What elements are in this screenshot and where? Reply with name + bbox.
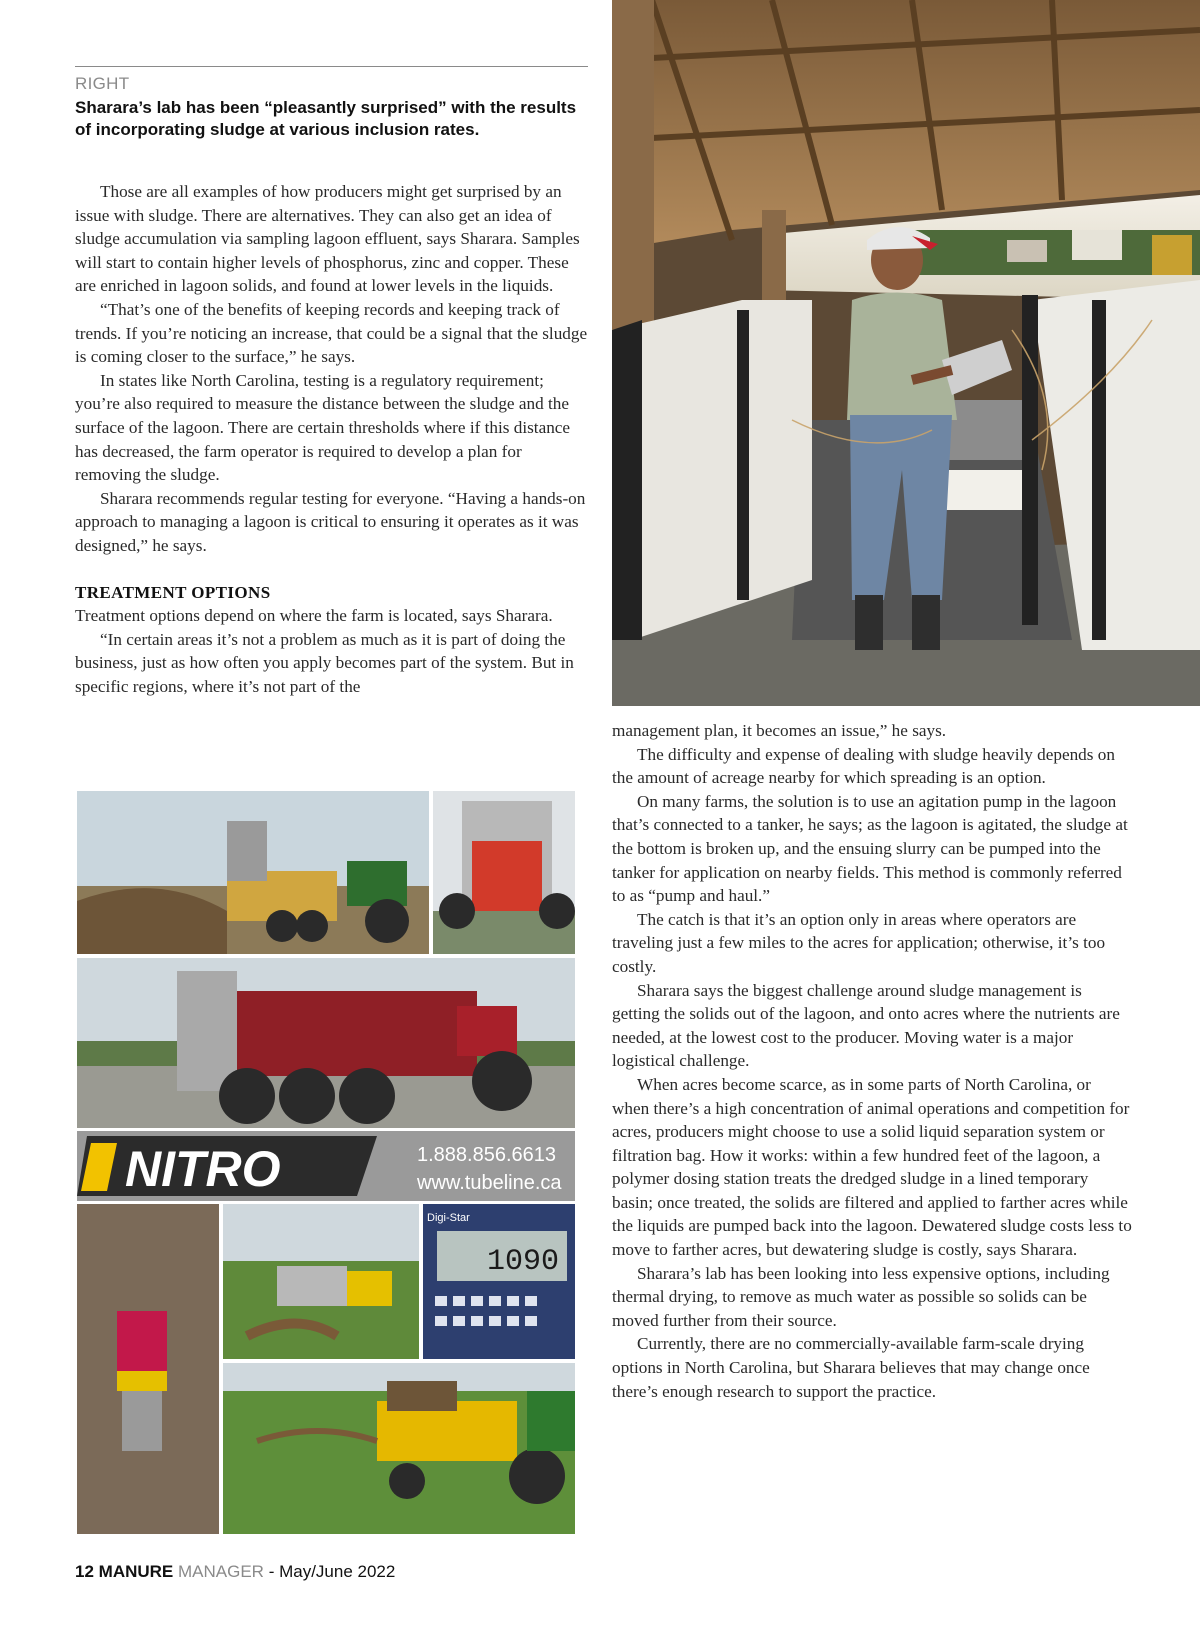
caption-kicker: RIGHT: [75, 74, 130, 93]
body-paragraph: Sharara says the biggest challenge around sludge management is getting the solids out of the lagoon, and onto acres where the nutrients are needed, at the lowest cost to the producer. Moving water is a major logistical challenge.: [612, 980, 1120, 1071]
ad-brand: NITRO: [125, 1141, 281, 1197]
issue-date: - May/June 2022: [268, 1562, 396, 1581]
body-paragraph: When acres become scarce, as in some parts of North Carolina, or when there’s a high concentration of animal operations and competition for acres, producers might choose to use a solid liquid separation system or filtration bag. How it works: within a few hundred feet of the lagoon, a polymer dosing station treats the dredged sludge in a lined temporary basin; once treated, the solids are filtered and applied to farther acres while the liquids are pumped back into the lagoon. Dewatered sludge costs less to move to farther acres, but dewatering sludge is costly, says Sharara.: [612, 1074, 1132, 1260]
ad-illustration: [77, 791, 575, 1534]
magazine-name-light: MANAGER: [178, 1562, 264, 1581]
scale-reading: 1090: [487, 1245, 560, 1279]
researcher-photo-illustration: [612, 0, 1200, 706]
body-paragraph: Sharara’s lab has been looking into less expensive options, including thermal drying, to remove as much water as possible so solids can be moved further from their source.: [612, 1263, 1110, 1330]
researcher-photo: [612, 0, 1200, 706]
photo-caption: [75, 66, 588, 141]
section-subhead: TREATMENT OPTIONS: [75, 582, 271, 602]
body-paragraph: In states like North Carolina, testing is a regulatory requirement; you’re also required to measure the distance between the sludge and the surface of the lagoon. There are certain thresholds where if this distance has decreased, the farm operator is required to develop a plan for removing the sludge.: [75, 370, 571, 485]
caption-text: Sharara’s lab has been “pleasantly surprised” with the results of incorporating sludge at various inclusion rates.: [75, 98, 577, 139]
magazine-name-bold: MANURE: [98, 1562, 174, 1581]
scale-brand: Digi-Star: [427, 1212, 470, 1224]
body-paragraph: management plan, it becomes an issue,” he says.: [612, 721, 947, 740]
body-paragraph: Treatment options depend on where the farm is located, says Sharara.: [75, 606, 553, 626]
article-right-column: [612, 719, 1132, 1403]
ad-phone: 1.888.856.6613: [417, 1144, 557, 1166]
article-left-column: [75, 180, 588, 698]
page-footer: [75, 1562, 395, 1582]
body-paragraph: The catch is that it’s an option only in areas where operators are traveling just a few miles to the acres for application; otherwise, it’s too costly.: [612, 909, 1106, 976]
body-paragraph: “That’s one of the benefits of keeping records and keeping track of trends. If you’re noticing an increase, that could be a signal that the sludge is coming closer to the surface,” he says.: [75, 299, 588, 367]
body-paragraph: On many farms, the solution is to use an agitation pump in the lagoon that’s connected to a tanker, he says; as the lagoon is agitated, the sludge at the bottom is broken up, and the ensuing slurry can be pumped into the tanker for application on nearby fields. This method is commonly referred to as “pump and haul.”: [612, 791, 1128, 906]
body-paragraph: Currently, there are no commercially-available farm-scale drying options in North Carolina, but Sharara believes that may change once there’s enough research to support the practice.: [612, 1334, 1090, 1401]
body-paragraph: “In certain areas it’s not a problem as much as it is part of doing the business, just as how often you apply becomes part of the system. But in specific regions, where it’s not part of the: [75, 629, 574, 696]
page-number: 12: [75, 1562, 94, 1581]
body-paragraph: Sharara recommends regular testing for everyone. “Having a hands-on approach to managing a lagoon is critical to ensuring it operates as it was designed,” he says.: [75, 488, 586, 555]
body-paragraph: The difficulty and expense of dealing with sludge heavily depends on the amount of acreage nearby for which spreading is an option.: [612, 744, 1115, 788]
ad-website: www.tubeline.ca: [417, 1172, 562, 1194]
nitro-advertisement: [77, 791, 575, 1534]
body-paragraph: Those are all examples of how producers might get surprised by an issue with sludge. There are alternatives. They can also get an idea of sludge accumulation via sampling lagoon effluent, says Sharara. Samples will start to contain higher levels of phosphorus, zinc and copper. These are enriched in lagoon solids, and found at lower levels in the liquids.: [75, 182, 580, 296]
